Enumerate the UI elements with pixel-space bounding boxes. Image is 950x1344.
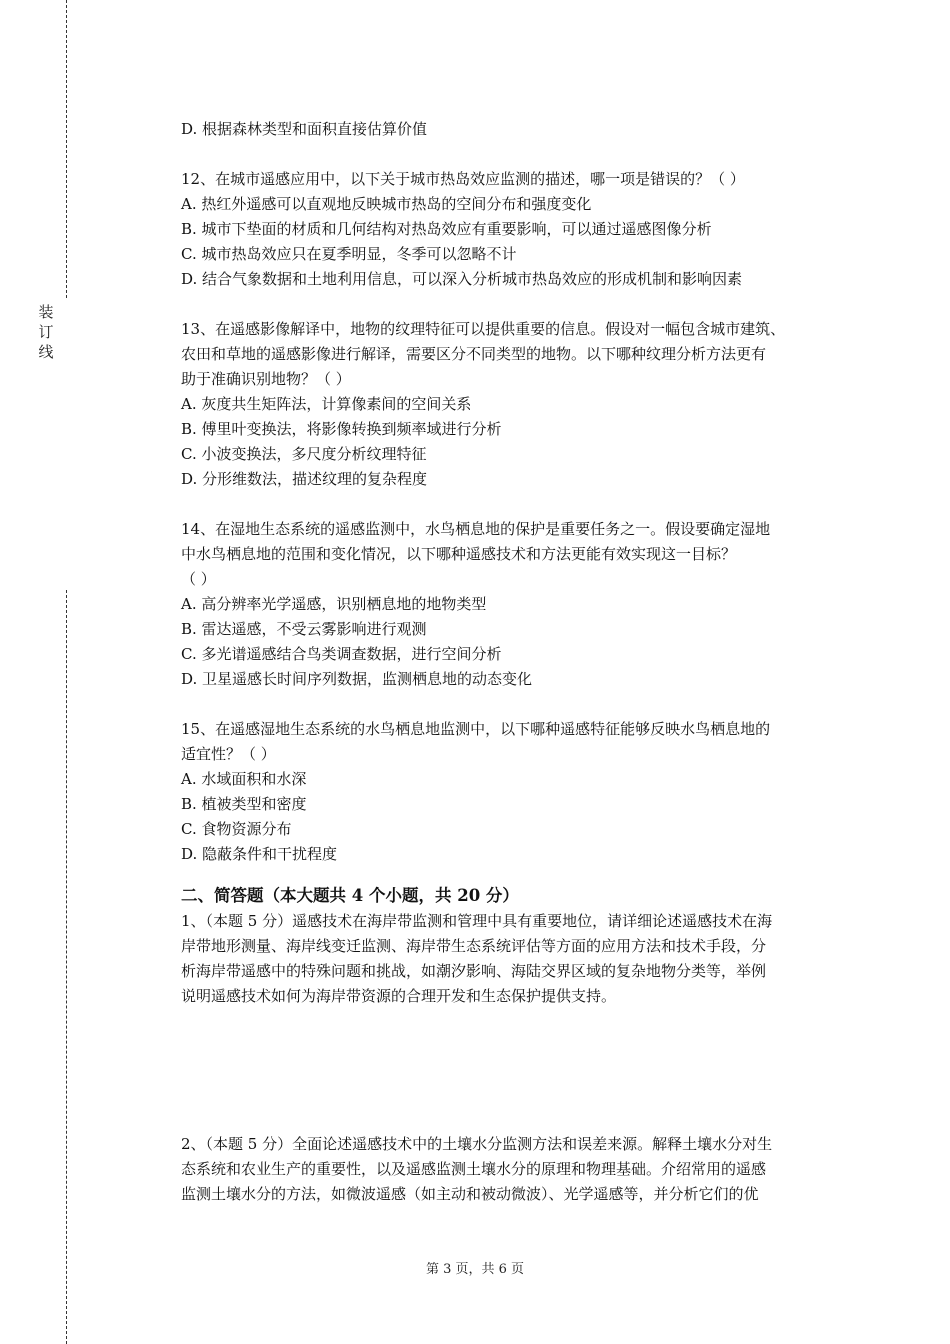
binding-char: 线 xyxy=(38,343,54,361)
q15-option-d: D. 隐蔽条件和干扰程度 xyxy=(181,845,338,863)
q12-option-a: A. 热红外遥感可以直观地反映城市热岛的空间分布和强度变化 xyxy=(181,195,592,213)
sa1-line: 说明遥感技术如何为海岸带资源的合理开发和生态保护提供支持。 xyxy=(181,987,617,1005)
q15-option-c: C. 食物资源分布 xyxy=(181,820,292,838)
q14-stem-line: 中水鸟栖息地的范围和变化情况，以下哪种遥感技术和方法更能有效实现这一目标？ xyxy=(181,545,737,563)
binding-line-bottom xyxy=(66,590,67,1344)
sa1-line: 1、（本题 5 分）遥感技术在海岸带监测和管理中具有重要地位，请详细论述遥感技术在海 xyxy=(181,912,773,930)
sa1-line: 岸带地形测量、海岸线变迁监测、海岸带生态系统评估等方面的应用方法和技术手段，分 xyxy=(181,937,767,955)
binding-char: 装 xyxy=(38,303,54,321)
q12-option-b: B. 城市下垫面的材质和几何结构对热岛效应有重要影响，可以通过遥感图像分析 xyxy=(181,220,712,238)
q14-option-d: D. 卫星遥感长时间序列数据，监测栖息地的动态变化 xyxy=(181,670,533,688)
q13-option-c: C. 小波变换法，多尺度分析纹理特征 xyxy=(181,445,427,463)
exam-content xyxy=(181,117,841,1207)
q11-option-d: D. 根据森林类型和面积直接估算价值 xyxy=(181,120,428,138)
q14-stem-line: 14、在湿地生态系统的遥感监测中，水鸟栖息地的保护是重要任务之一。假设要确定湿地 xyxy=(181,520,771,538)
sa2-line: 监测土壤水分的方法，如微波遥感（如主动和被动微波）、光学遥感等，并分析它们的优 xyxy=(181,1185,759,1203)
binding-label xyxy=(36,302,56,362)
q14-option-c: C. 多光谱遥感结合鸟类调查数据，进行空间分析 xyxy=(181,645,502,663)
page-footer: 第 3 页，共 6 页 xyxy=(425,1262,525,1277)
q14-option-a: A. 高分辨率光学遥感，识别栖息地的地物类型 xyxy=(181,595,487,613)
q13-stem-line: 13、在遥感影像解译中，地物的纹理特征可以提供重要的信息。假设对一幅包含城市建筑、 xyxy=(181,320,786,338)
q13-stem-line: 助于准确识别地物？（ ） xyxy=(181,370,351,388)
q14-option-b: B. 雷达遥感，不受云雾影响进行观测 xyxy=(181,620,427,638)
q13-option-d: D. 分形维数法，描述纹理的复杂程度 xyxy=(181,470,428,488)
sa2-line: 态系统和农业生产的重要性，以及遥感监测土壤水分的原理和物理基础。介绍常用的遥感 xyxy=(181,1160,767,1178)
q13-option-b: B. 傅里叶变换法，将影像转换到频率域进行分析 xyxy=(181,420,502,438)
q15-option-a: A. 水域面积和水深 xyxy=(181,770,307,788)
q15-option-b: B. 植被类型和密度 xyxy=(181,795,307,813)
q12-option-d: D. 结合气象数据和土地利用信息，可以深入分析城市热岛效应的形成机制和影响因素 xyxy=(181,270,743,288)
binding-char: 订 xyxy=(38,323,54,341)
section-title: 二、简答题（本大题共 4 个小题，共 20 分） xyxy=(181,886,519,905)
sa1-line: 析海岸带遥感中的特殊问题和挑战，如潮汐影响、海陆交界区域的复杂地物分类等，举例 xyxy=(181,962,767,980)
binding-line-top xyxy=(66,0,67,298)
sa2-line: 2、（本题 5 分）全面论述遥感技术中的土壤水分监测方法和误差来源。解释土壤水分对生 xyxy=(181,1135,773,1153)
q15-stem-line: 15、在遥感湿地生态系统的水鸟栖息地监测中，以下哪种遥感特征能够反映水鸟栖息地的 xyxy=(181,720,771,738)
q12-stem: 12、在城市遥感应用中，以下关于城市热岛效应监测的描述，哪一项是错误的？（ ） xyxy=(181,170,745,188)
answer-space[interactable] xyxy=(181,1009,841,1132)
q12-option-c: C. 城市热岛效应只在夏季明显，冬季可以忽略不计 xyxy=(181,245,517,263)
q15-stem-line: 适宜性？（ ） xyxy=(181,745,276,763)
q13-option-a: A. 灰度共生矩阵法，计算像素间的空间关系 xyxy=(181,395,472,413)
q14-stem-line: （ ） xyxy=(181,570,216,588)
q13-stem-line: 农田和草地的遥感影像进行解译，需要区分不同类型的地物。以下哪种纹理分析方法更有 xyxy=(181,345,767,363)
